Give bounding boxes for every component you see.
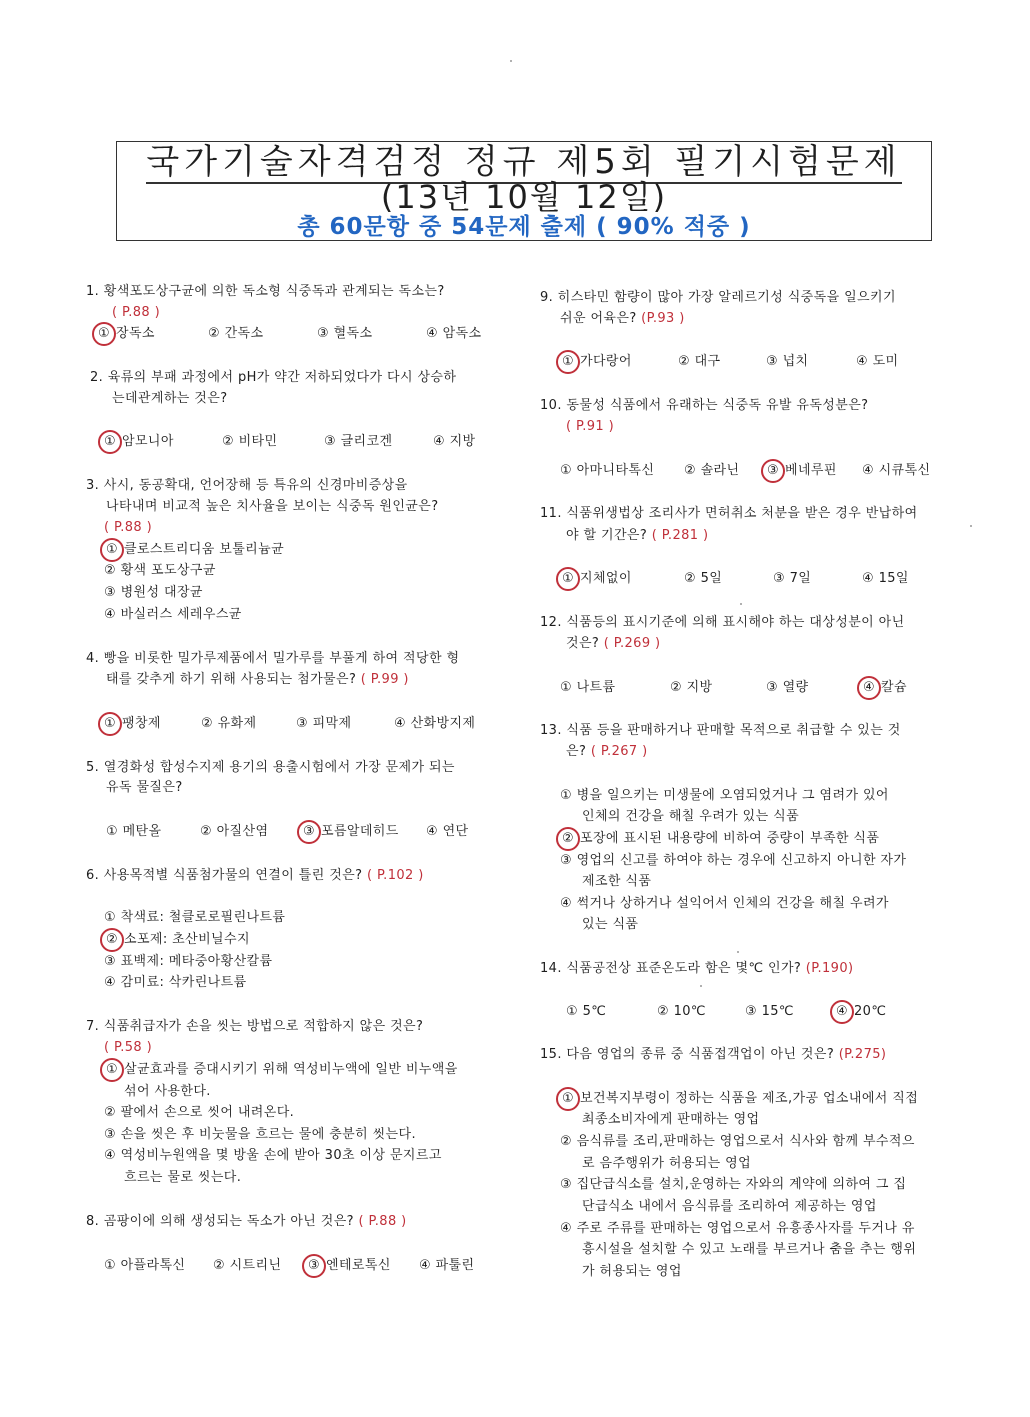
question-3-option-4: ④ 바실러스 세레우스균 bbox=[104, 607, 242, 622]
question-12-option-2: ② 지방 bbox=[670, 680, 713, 695]
question-15-option-3: ③ 집단급식소를 설치,운영하는 자와의 계약에 의하여 그 집 bbox=[560, 1177, 907, 1192]
scan-speck bbox=[700, 985, 702, 987]
question-2-option-4: ④ 지방 bbox=[433, 434, 476, 449]
stem-text: 은? bbox=[566, 744, 587, 759]
question-11-option-1 bbox=[560, 570, 632, 588]
question-15-stem bbox=[540, 1046, 886, 1064]
question-10-ref: ( P.91 ) bbox=[566, 419, 615, 434]
question-9-option-4: ④ 도미 bbox=[856, 354, 899, 369]
answer-circle: ① bbox=[556, 567, 580, 591]
question-5-option-3 bbox=[301, 823, 399, 841]
question-14-ref: (P.190) bbox=[805, 961, 854, 976]
question-13-option-1-cont: 인체의 건강을 해칠 우려가 있는 식품 bbox=[582, 809, 800, 824]
exam-subtitle: 총 60문항 중 54문제 출제 ( 90% 적중 ) bbox=[297, 214, 751, 240]
exam-header-box bbox=[116, 141, 932, 241]
question-4-options bbox=[102, 715, 161, 733]
scan-speck bbox=[737, 951, 739, 953]
scan-speck bbox=[970, 525, 972, 527]
option-text: 칼슘 bbox=[881, 680, 907, 695]
scan-speck bbox=[510, 60, 512, 62]
question-7-ref: ( P.58 ) bbox=[104, 1040, 153, 1055]
question-3-option-3: ③ 병원성 대장균 bbox=[104, 585, 203, 600]
question-9-option-2: ② 대구 bbox=[678, 354, 721, 369]
question-1-options bbox=[96, 325, 155, 343]
option-1: 암모니아 bbox=[122, 434, 174, 449]
question-2-option-3: ③ 글리코겐 bbox=[324, 434, 393, 449]
option-text: 엔테로톡신 bbox=[326, 1258, 391, 1273]
question-11-ref: ( P.281 ) bbox=[651, 528, 709, 543]
option-text: 살균효과를 증대시키기 위해 역성비누액에 일반 비누액을 bbox=[124, 1062, 458, 1077]
option-1: 장독소 bbox=[116, 326, 155, 341]
question-2-stem: 2. 육류의 부패 과정에서 pH가 약간 저하되었다가 다시 상승하 bbox=[90, 370, 457, 385]
question-15-option-1-cont: 최종소비자에게 판매하는 영업 bbox=[582, 1112, 760, 1127]
question-9-option-1 bbox=[560, 353, 632, 371]
question-6-option-3: ③ 표백제: 메타중아황산칼륨 bbox=[104, 954, 273, 969]
question-15-option-4-cont2: 가 허용되는 영업 bbox=[582, 1264, 682, 1279]
question-3-option-1 bbox=[104, 541, 284, 559]
question-8-ref: ( P.88 ) bbox=[358, 1214, 407, 1229]
question-6-stem bbox=[86, 867, 424, 885]
answer-circle: ① bbox=[98, 430, 122, 454]
question-11-option-2: ② 5일 bbox=[684, 571, 723, 586]
question-2-stem-cont: 는데관계하는 것은? bbox=[112, 391, 228, 406]
question-4-option-2: ② 유화제 bbox=[201, 716, 257, 731]
question-15-option-4: ④ 주로 주류를 판매하는 영업으로서 유흥종사자를 두거나 유 bbox=[560, 1221, 915, 1236]
question-12-option-1: ① 나트륨 bbox=[560, 680, 616, 695]
question-5-stem: 5. 열경화성 합성수지제 용기의 용출시험에서 가장 문제가 되는 bbox=[86, 760, 455, 775]
question-15-option-4-cont: 흥시설을 설치할 수 있고 노래를 부르거나 춤을 추는 행위 bbox=[582, 1242, 917, 1257]
question-10-option-3 bbox=[765, 462, 837, 480]
question-7-option-4-cont: 흐르는 물로 씻는다. bbox=[124, 1170, 242, 1185]
option-text: 베네루핀 bbox=[785, 463, 837, 478]
exam-date: (13년 10월 12일) bbox=[380, 178, 668, 216]
question-8-option-3 bbox=[306, 1257, 391, 1275]
answer-circle: ② bbox=[556, 827, 580, 851]
question-7-option-3: ③ 손을 씻은 후 비눗물을 흐르는 물에 충분히 씻는다. bbox=[104, 1127, 417, 1142]
question-13-option-2 bbox=[560, 830, 879, 848]
question-15-ref: (P.275) bbox=[838, 1047, 887, 1062]
question-1-option-3: ③ 혈독소 bbox=[317, 326, 373, 341]
option-text: 지체없이 bbox=[580, 571, 632, 586]
question-7-option-2: ② 팔에서 손으로 씻어 내려온다. bbox=[104, 1105, 295, 1120]
option-text: 20℃ bbox=[854, 1004, 887, 1019]
question-15-option-2: ② 음식류를 조리,판매하는 영업으로서 식사와 함께 부수적으 bbox=[560, 1134, 915, 1149]
question-11-option-3: ③ 7일 bbox=[773, 571, 812, 586]
question-8-option-4: ④ 파툴린 bbox=[419, 1258, 475, 1273]
option-text: 소포제: 초산비닐수지 bbox=[124, 932, 250, 947]
answer-circle: ① bbox=[92, 322, 116, 346]
answer-circle: ① bbox=[98, 712, 122, 736]
question-9-option-3: ③ 넙치 bbox=[766, 354, 809, 369]
question-11-option-4: ④ 15일 bbox=[862, 571, 909, 586]
question-13-option-4: ④ 썩거나 상하거나 설익어서 인체의 건강을 해칠 우려가 bbox=[560, 896, 889, 911]
question-8-option-1: ① 아플라톡신 bbox=[104, 1258, 186, 1273]
question-1-option-2: ② 간독소 bbox=[208, 326, 264, 341]
stem-text: 15. 다음 영업의 종류 중 식품접객업이 아닌 것은? bbox=[540, 1047, 835, 1062]
question-4-ref: ( P.99 ) bbox=[360, 672, 409, 687]
answer-circle: ① bbox=[100, 538, 124, 562]
question-13-ref: ( P.267 ) bbox=[590, 744, 648, 759]
scan-speck bbox=[740, 603, 742, 605]
option-text: 포장에 표시된 내용량에 비하여 중량이 부족한 식품 bbox=[580, 831, 880, 846]
question-6-option-2 bbox=[104, 931, 250, 949]
question-12-ref: ( P.269 ) bbox=[603, 636, 661, 651]
question-6-ref: ( P.102 ) bbox=[366, 868, 424, 883]
stem-text: 야 할 기간은? bbox=[566, 528, 648, 543]
question-10-option-2: ② 솔라닌 bbox=[684, 463, 740, 478]
option-text: 클로스트리디움 보툴리늄균 bbox=[124, 542, 285, 557]
stem-text: 쉬운 어육은? bbox=[560, 311, 637, 326]
question-11-stem: 11. 식품위생법상 조리사가 면허취소 처분을 받은 경우 반납하여 bbox=[540, 506, 918, 521]
question-10-option-1: ① 아마니타톡신 bbox=[560, 463, 655, 478]
question-7-stem: 7. 식품취급자가 손을 씻는 방법으로 적합하지 않은 것은? bbox=[86, 1019, 424, 1034]
question-1-ref: ( P.88 ) bbox=[112, 305, 161, 320]
question-1-stem: 1. 황색포도상구균에 의한 독소형 식중독과 관계되는 독소는? bbox=[86, 284, 445, 299]
question-13-option-4-cont: 있는 식품 bbox=[582, 917, 639, 932]
question-10-stem: 10. 동물성 식품에서 유래하는 식중독 유발 유독성분은? bbox=[540, 398, 869, 413]
question-15-option-3-cont: 단급식소 내에서 음식류를 조리하여 제공하는 영업 bbox=[582, 1199, 877, 1214]
question-7-option-4: ④ 역성비누원액을 몇 방울 손에 받아 30초 이상 문지르고 bbox=[104, 1148, 442, 1163]
question-14-option-1: ① 5℃ bbox=[566, 1004, 607, 1019]
question-12-option-4 bbox=[861, 679, 907, 697]
question-13-option-3: ③ 영업의 신고를 하여야 하는 경우에 신고하지 아니한 자가 bbox=[560, 853, 907, 868]
question-14-stem bbox=[540, 960, 853, 978]
question-14-option-2: ② 10℃ bbox=[657, 1004, 706, 1019]
question-7-option-1 bbox=[104, 1061, 458, 1079]
question-15-option-2-cont: 로 음주행위가 허용되는 영업 bbox=[582, 1156, 752, 1171]
question-8-option-2: ② 시트리닌 bbox=[213, 1258, 282, 1273]
question-14-option-3: ③ 15℃ bbox=[745, 1004, 794, 1019]
stem-text: 태를 갖추게 하기 위해 사용되는 첨가물은? bbox=[106, 672, 357, 687]
question-8-stem bbox=[86, 1213, 407, 1231]
option-text: 보건복지부령이 정하는 식품을 제조,가공 업소내에서 직접 bbox=[580, 1091, 919, 1106]
question-2-option-2: ② 비타민 bbox=[222, 434, 278, 449]
question-9-stem: 9. 히스타민 함량이 많아 가장 알레르기성 식중독을 일으키기 bbox=[540, 290, 896, 305]
question-13-option-3-cont: 제조한 식품 bbox=[582, 874, 652, 889]
answer-circle: ① bbox=[100, 1058, 124, 1082]
question-13-stem: 13. 식품 등을 판매하거나 판매할 목적으로 취급할 수 있는 것 bbox=[540, 723, 901, 738]
question-4-option-3: ③ 피막제 bbox=[296, 716, 352, 731]
stem-text: 6. 사용목적별 식품첨가물의 연결이 틀린 것은? bbox=[86, 868, 363, 883]
answer-circle: ④ bbox=[857, 676, 881, 700]
stem-text: 14. 식품공전상 표준온도라 함은 몇℃ 인가? bbox=[540, 961, 802, 976]
question-13-stem-cont bbox=[566, 743, 648, 761]
option-1: 팽창제 bbox=[122, 716, 161, 731]
answer-circle: ① bbox=[556, 350, 580, 374]
question-13-option-1: ① 병을 일으키는 미생물에 오염되었거나 그 염려가 있어 bbox=[560, 788, 889, 803]
question-10-option-4: ④ 시큐톡신 bbox=[862, 463, 931, 478]
question-3-ref: ( P.88 ) bbox=[104, 520, 153, 535]
question-5-option-4: ④ 연단 bbox=[426, 824, 469, 839]
question-12-stem: 12. 식품등의 표시기준에 의해 표시해야 하는 대상성분이 아닌 bbox=[540, 615, 905, 630]
question-11-stem-cont bbox=[566, 527, 708, 545]
answer-circle: ③ bbox=[302, 1254, 326, 1278]
stem-text: 것은? bbox=[566, 636, 600, 651]
answer-circle: ③ bbox=[297, 820, 321, 844]
question-4-stem: 4. 빵을 비롯한 밀가루제품에서 밀가루를 부풀게 하여 적당한 형 bbox=[86, 651, 460, 666]
exam-title: 국가기술자격검정 정규 제5회 필기시험문제 bbox=[146, 142, 902, 182]
question-3-stem: 3. 사시, 동공확대, 언어장해 등 특유의 신경마비증상을 bbox=[86, 478, 408, 493]
question-9-stem-cont bbox=[560, 310, 685, 328]
question-15-option-1 bbox=[560, 1090, 918, 1108]
question-12-option-3: ③ 열량 bbox=[766, 680, 809, 695]
answer-circle: ③ bbox=[761, 459, 785, 483]
question-3-stem-cont: 나타내며 비교적 높은 치사율을 보이는 식중독 원인균은? bbox=[106, 499, 439, 514]
question-5-option-1: ① 메탄올 bbox=[106, 824, 162, 839]
question-7-option-1-cont: 섞어 사용한다. bbox=[124, 1084, 211, 1099]
question-5-stem-cont: 유독 물질은? bbox=[106, 780, 183, 795]
question-9-ref: (P.93 ) bbox=[641, 311, 685, 326]
answer-circle: ④ bbox=[830, 1000, 854, 1024]
question-4-option-4: ④ 산화방지제 bbox=[394, 716, 476, 731]
question-2-options bbox=[102, 433, 174, 451]
question-6-option-4: ④ 감미료: 삭카린나트륨 bbox=[104, 975, 247, 990]
answer-circle: ② bbox=[100, 928, 124, 952]
question-4-stem-cont bbox=[106, 671, 409, 689]
answer-circle: ① bbox=[556, 1087, 580, 1111]
option-text: 가다랑어 bbox=[580, 354, 632, 369]
question-3-option-2: ② 황색 포도상구균 bbox=[104, 563, 216, 578]
question-5-option-2: ② 아질산염 bbox=[200, 824, 269, 839]
question-12-stem-cont bbox=[566, 635, 661, 653]
stem-text: 8. 곰팡이에 의해 생성되는 독소가 아닌 것은? bbox=[86, 1214, 354, 1229]
question-14-option-4 bbox=[834, 1003, 886, 1021]
option-text: 포름알데히드 bbox=[321, 824, 399, 839]
question-6-option-1: ① 착색료: 철클로로필린나트륨 bbox=[104, 910, 286, 925]
question-1-option-4: ④ 암독소 bbox=[426, 326, 482, 341]
